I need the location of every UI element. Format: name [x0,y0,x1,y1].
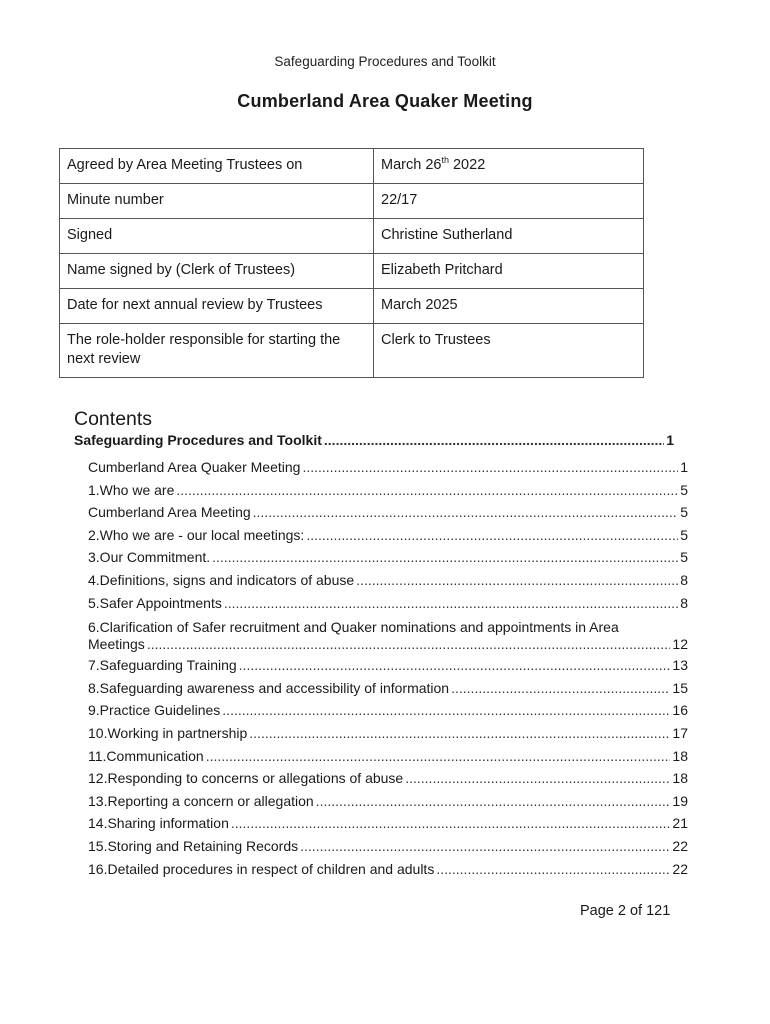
running-header: Safeguarding Procedures and Toolkit [274,54,496,69]
toc-entry-title-line1: 6.Clarification of Safer recruitment and Quaker nominations and appointments in Area [88,619,619,636]
toc-entry[interactable] [74,838,688,861]
toc-entry-page: 19 [672,792,688,809]
row-label: Name signed by (Clerk of Trustees) [60,254,374,289]
toc-entry-title: 4.Definitions, signs and indicators of abuse [88,571,355,588]
contents-heading: Contents [74,408,153,430]
toc-entry-page: 8 [680,594,688,611]
table-of-contents [74,432,688,883]
table-row [60,149,644,184]
row-label: The role-holder responsible for starting the next review [60,324,374,378]
toc-entry-page: 22 [672,860,688,877]
toc-entry[interactable] [74,725,688,748]
toc-entry-page: 12 [672,636,688,653]
row-label: Signed [60,219,374,254]
toc-leader-dots [176,482,678,498]
row-value: March 2025 [374,289,644,324]
table-row [60,254,644,289]
toc-entry-page: 5 [680,549,688,566]
toc-leader-dots [316,793,671,809]
toc-entry[interactable] [74,702,688,725]
toc-entry[interactable] [74,793,688,816]
toc-entry-page: 8 [680,571,688,588]
toc-entry[interactable] [74,815,688,838]
date-value: March 26 [381,157,442,173]
year-value: 2022 [448,157,486,173]
toc-entry-title: 11.Communication [88,747,204,764]
toc-entry-page: 16 [672,702,688,719]
toc-entry-title: 1.Who we are [88,481,175,498]
toc-entry-page: 1 [680,459,688,475]
toc-entry-page: 18 [672,770,688,787]
toc-entry-title: 10.Working in partnership [88,724,248,741]
table-row [60,184,644,219]
page-number: Page 2 of 121 [580,903,671,919]
toc-entry-wrapped[interactable] [74,619,688,653]
table-row [60,289,644,324]
toc-entry-title: 14.Sharing information [88,815,229,832]
toc-entry-page: 5 [680,504,688,521]
toc-entry-title: 2.Who we are - our local meetings: [88,526,305,543]
row-value: Clerk to Trustees [374,324,644,378]
toc-entry[interactable] [74,549,688,572]
document-title: Cumberland Area Quaker Meeting [237,91,533,111]
toc-entry-page: 18 [672,747,688,764]
toc-entry-title: 12.Responding to concerns or allegations of abuse [88,770,404,787]
toc-entry[interactable] [74,770,688,793]
row-label: Agreed by Area Meeting Trustees on [60,149,374,184]
toc-leader-dots [324,432,664,448]
toc-entry-page: 5 [680,526,688,543]
row-value: 22/17 [374,184,644,219]
toc-leader-dots [302,459,678,475]
toc-entry-page: 1 [666,432,674,448]
toc-entry-title: Safeguarding Procedures and Toolkit [74,432,322,448]
toc-entry[interactable] [74,861,688,884]
toc-entry-title: 3.Our Commitment. [88,549,211,566]
toc-entry[interactable] [74,572,688,595]
toc-entry-title: 9.Practice Guidelines [88,702,221,719]
approval-table [59,148,644,378]
table-row [60,324,644,378]
toc-entry-top[interactable] [74,432,674,459]
toc-entry-title: Cumberland Area Quaker Meeting [88,459,301,475]
toc-entry-title: 5.Safer Appointments [88,594,222,611]
table-row [60,219,644,254]
ordinal-suffix: th [441,155,449,166]
toc-entry[interactable] [74,482,688,505]
toc-entry-page: 17 [672,724,688,741]
toc-entry-title: 13.Reporting a concern or allegation [88,792,314,809]
toc-leader-dots [451,680,670,696]
toc-leader-dots [239,657,671,673]
toc-leader-dots [212,549,678,565]
toc-entry[interactable] [74,657,688,680]
toc-leader-dots [206,748,671,764]
toc-entry[interactable] [74,459,688,482]
toc-entry-title: 7.Safeguarding Training [88,657,237,674]
toc-entry[interactable] [74,680,688,703]
toc-leader-dots [306,527,678,543]
toc-leader-dots [405,770,670,786]
row-value: Elizabeth Pritchard [374,254,644,289]
toc-leader-dots [224,595,678,611]
row-label: Minute number [60,184,374,219]
toc-leader-dots [147,636,671,653]
toc-leader-dots [356,572,678,588]
toc-entry[interactable] [74,504,688,527]
toc-leader-dots [249,725,670,741]
toc-entry-page: 22 [672,837,688,854]
toc-leader-dots [436,861,670,877]
toc-entry-page: 13 [672,657,688,674]
toc-entry-title: 16.Detailed procedures in respect of children and adults [88,860,435,877]
toc-leader-dots [253,504,679,520]
toc-entry-page: 15 [672,679,688,696]
row-value [374,149,644,184]
toc-entry-page: 5 [680,481,688,498]
toc-entry-title: 8.Safeguarding awareness and accessibility of information [88,679,450,696]
toc-leader-dots [222,702,670,718]
toc-entry[interactable] [74,527,688,550]
row-label: Date for next annual review by Trustees [60,289,374,324]
toc-entry[interactable] [74,595,688,618]
toc-entry-title-line2: Meetings [88,636,145,653]
toc-entry-title: Cumberland Area Meeting [88,504,251,521]
toc-entry-title: 15.Storing and Retaining Records [88,837,299,854]
row-value: Christine Sutherland [374,219,644,254]
toc-leader-dots [231,815,671,831]
toc-entry-page: 21 [672,815,688,832]
toc-leader-dots [300,838,670,854]
toc-entry[interactable] [74,748,688,771]
